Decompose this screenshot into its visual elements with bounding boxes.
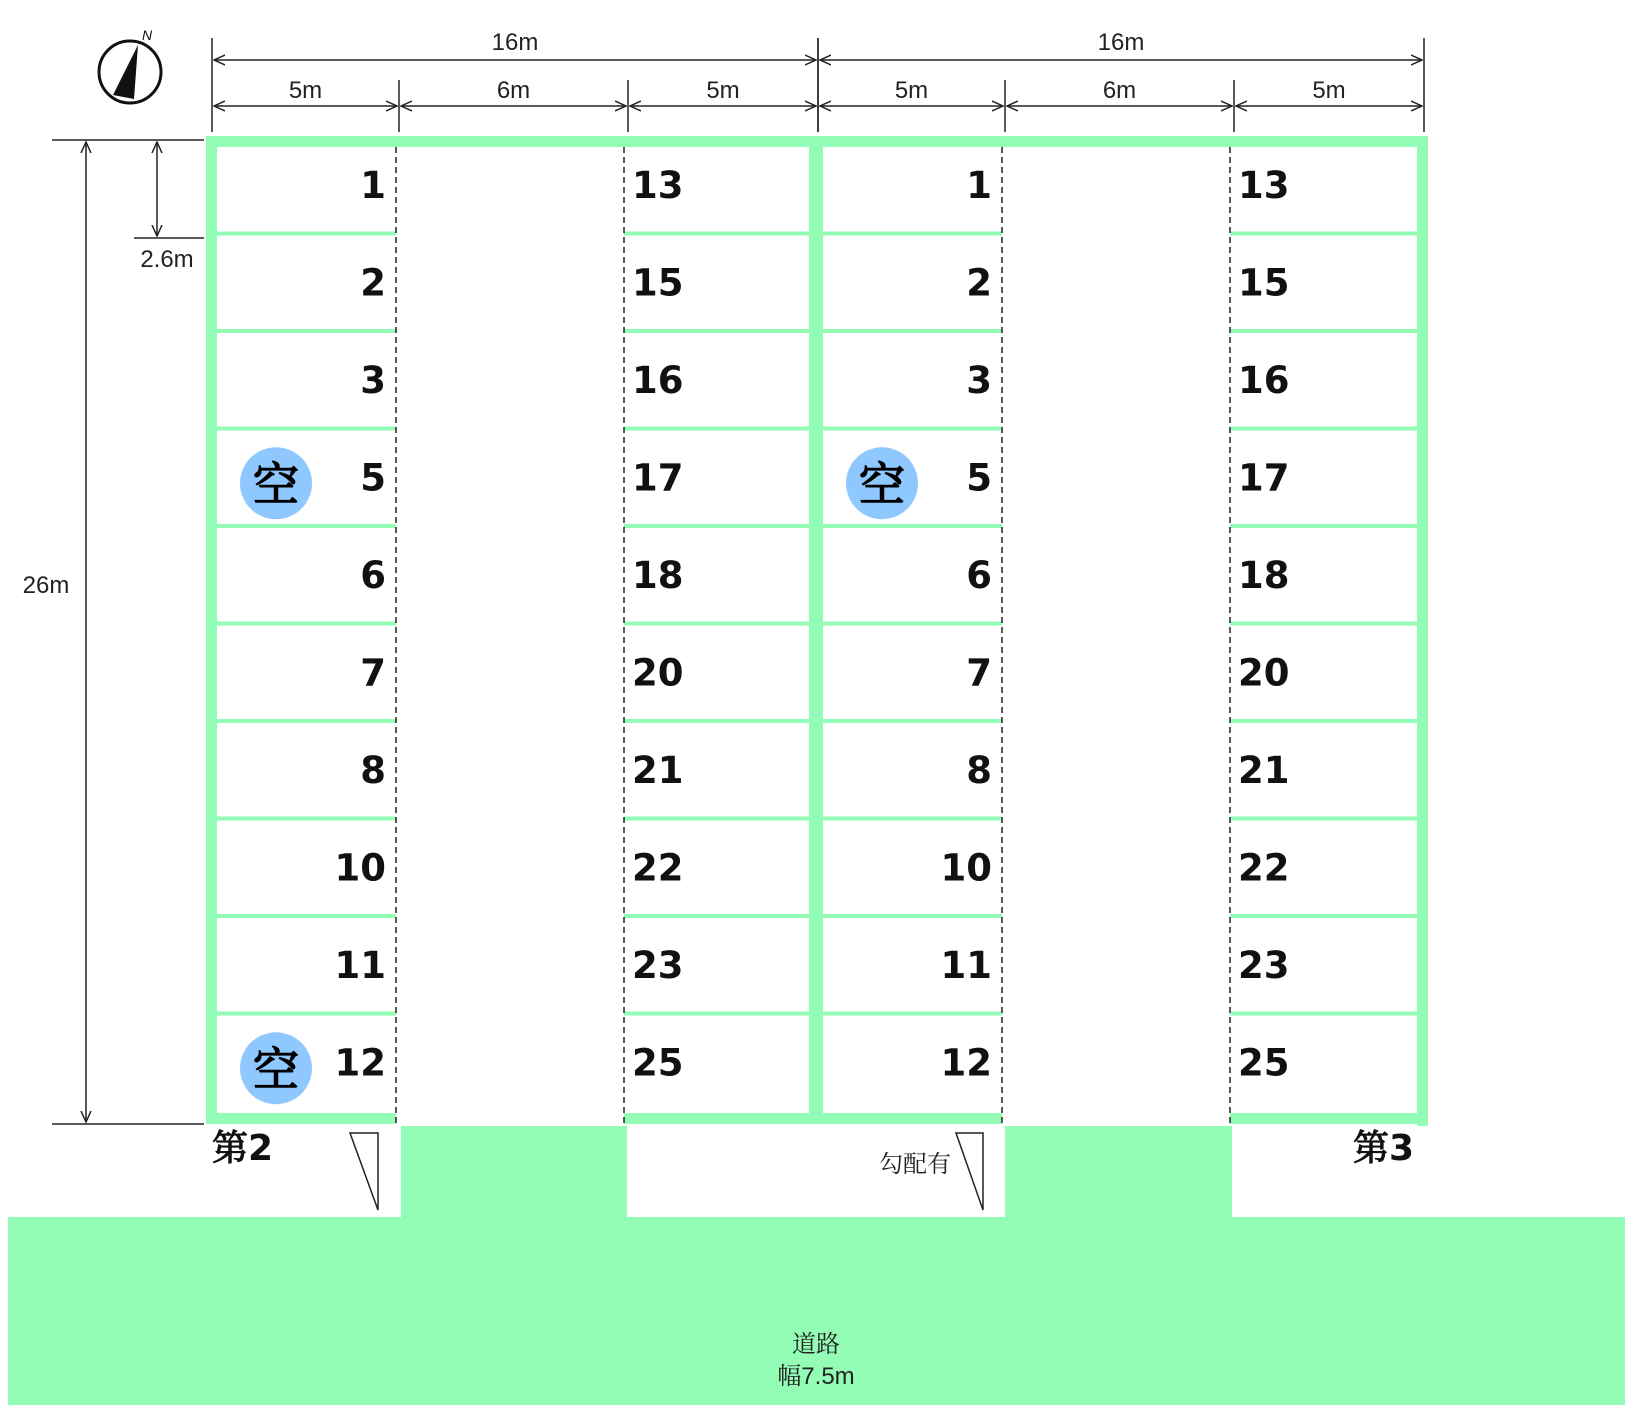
stall-depth-dimension (134, 142, 204, 273)
stall-divider (812, 1012, 1002, 1016)
stall-number: 12 (334, 1041, 386, 1085)
lot-border-left (206, 136, 217, 1124)
stall-number: 11 (940, 943, 992, 987)
lot-border-top (206, 136, 814, 147)
stall-divider (624, 719, 814, 723)
height-dimension (23, 140, 204, 1124)
stall-divider (624, 817, 814, 821)
vacant-label: 空 (253, 457, 299, 512)
width-column-label: 6m (496, 77, 531, 104)
stall-divider (206, 914, 396, 918)
stall-divider (624, 914, 814, 918)
stall-number: 21 (1238, 748, 1290, 792)
stall-divider (624, 1012, 814, 1016)
height-label: 26m (22, 572, 70, 599)
width-column-label: 5m (706, 77, 740, 104)
stall-divider (1230, 524, 1420, 528)
stall-divider (812, 719, 1002, 723)
stall-divider (812, 817, 1002, 821)
stall-number: 8 (360, 748, 386, 792)
stall-divider (1230, 914, 1420, 918)
compass-north-icon (99, 27, 161, 103)
lot-border-bottom (206, 1113, 396, 1124)
stall-divider (1230, 817, 1420, 821)
stall-number: 3 (360, 358, 386, 402)
stall-divider (812, 622, 1002, 626)
stall-divider (206, 719, 396, 723)
stall-number: 18 (632, 553, 684, 597)
width-column-label: 6m (1102, 77, 1137, 104)
stall-number: 1 (966, 163, 992, 207)
stall-divider (206, 427, 396, 431)
lot-border-right (1417, 136, 1428, 1126)
stall-number: 23 (632, 943, 684, 987)
stall-number: 15 (632, 261, 684, 305)
stall-number: 13 (632, 163, 684, 207)
stall-divider (812, 427, 1002, 431)
width-total-label: 16m (1097, 29, 1145, 56)
stall-number: 23 (1238, 943, 1290, 987)
stall-number: 7 (360, 651, 386, 695)
lot-name-dai2: 第2 (212, 1128, 274, 1169)
vacant-label: 空 (859, 457, 905, 512)
parking-lot-dai3 (812, 136, 1428, 1126)
stall-number: 22 (1238, 846, 1290, 890)
stall-number: 5 (966, 456, 992, 500)
stall-number: 5 (360, 456, 386, 500)
stall-number: 13 (1238, 163, 1290, 207)
stall-number: 7 (966, 651, 992, 695)
stall-divider (812, 914, 1002, 918)
stall-divider (1230, 232, 1420, 236)
stall-number: 15 (1238, 261, 1290, 305)
lot-border-left (812, 136, 823, 1124)
stall-divider (812, 329, 1002, 333)
lot-border-bottom (624, 1113, 814, 1124)
stall-divider (624, 427, 814, 431)
stall-number: 6 (966, 553, 992, 597)
stall-number: 10 (940, 846, 992, 890)
parking-lot-dai2 (206, 136, 820, 1126)
stall-number: 11 (334, 943, 386, 987)
stall-divider (1230, 622, 1420, 626)
vacant-badge (846, 447, 918, 519)
stall-number: 25 (1238, 1041, 1290, 1085)
stall-number: 22 (632, 846, 684, 890)
stall-number: 8 (966, 748, 992, 792)
stall-number: 2 (360, 261, 386, 305)
slope-triangle-icon (350, 1133, 378, 1210)
width-dimensions (212, 29, 1424, 132)
stall-divider (1230, 1012, 1420, 1016)
lot-name-dai3: 第3 (1352, 1128, 1414, 1169)
stall-divider (624, 622, 814, 626)
stall-number: 3 (966, 358, 992, 402)
stall-number: 17 (632, 456, 684, 500)
lot-border-bottom (1230, 1113, 1426, 1124)
stall-divider (206, 329, 396, 333)
road-name: 道路 (792, 1331, 840, 1358)
compass-label: N (142, 27, 153, 43)
stall-depth-label: 2.6m (140, 246, 194, 273)
stall-divider (206, 524, 396, 528)
stall-divider (812, 524, 1002, 528)
stall-number: 20 (1238, 651, 1290, 695)
stall-divider (1230, 329, 1420, 333)
stall-divider (624, 524, 814, 528)
stall-divider (812, 232, 1002, 236)
vacant-label: 空 (253, 1042, 299, 1097)
stall-divider (206, 817, 396, 821)
stall-number: 2 (966, 261, 992, 305)
stall-number: 6 (360, 553, 386, 597)
slope-label: 勾配有 (879, 1151, 951, 1178)
stall-divider (206, 1012, 396, 1016)
width-column-label: 5m (1312, 77, 1346, 104)
driveway-connector (1005, 1126, 1232, 1221)
stall-divider (1230, 719, 1420, 723)
width-column-label: 5m (288, 77, 323, 104)
stall-number: 25 (632, 1041, 684, 1085)
vacant-badge (240, 447, 312, 519)
stall-divider (206, 232, 396, 236)
vacant-badge (240, 1032, 312, 1104)
stall-number: 16 (1238, 358, 1290, 402)
stall-divider (624, 329, 814, 333)
width-column-label: 5m (894, 77, 929, 104)
road-width: 幅7.5m (777, 1363, 855, 1390)
slope-triangle-icon (956, 1133, 983, 1210)
driveway-connector (401, 1126, 627, 1221)
stall-number: 1 (360, 163, 386, 207)
lot-border-bottom (812, 1113, 1002, 1124)
stall-number: 10 (334, 846, 386, 890)
stall-number: 17 (1238, 456, 1290, 500)
stall-number: 20 (632, 651, 684, 695)
stall-divider (1230, 427, 1420, 431)
stall-number: 21 (632, 748, 684, 792)
stall-divider (624, 232, 814, 236)
stall-number: 16 (632, 358, 684, 402)
stall-divider (206, 622, 396, 626)
lot-border-top (812, 136, 1428, 147)
width-total-label: 16m (491, 29, 539, 56)
stall-number: 12 (940, 1041, 992, 1085)
stall-number: 18 (1238, 553, 1290, 597)
